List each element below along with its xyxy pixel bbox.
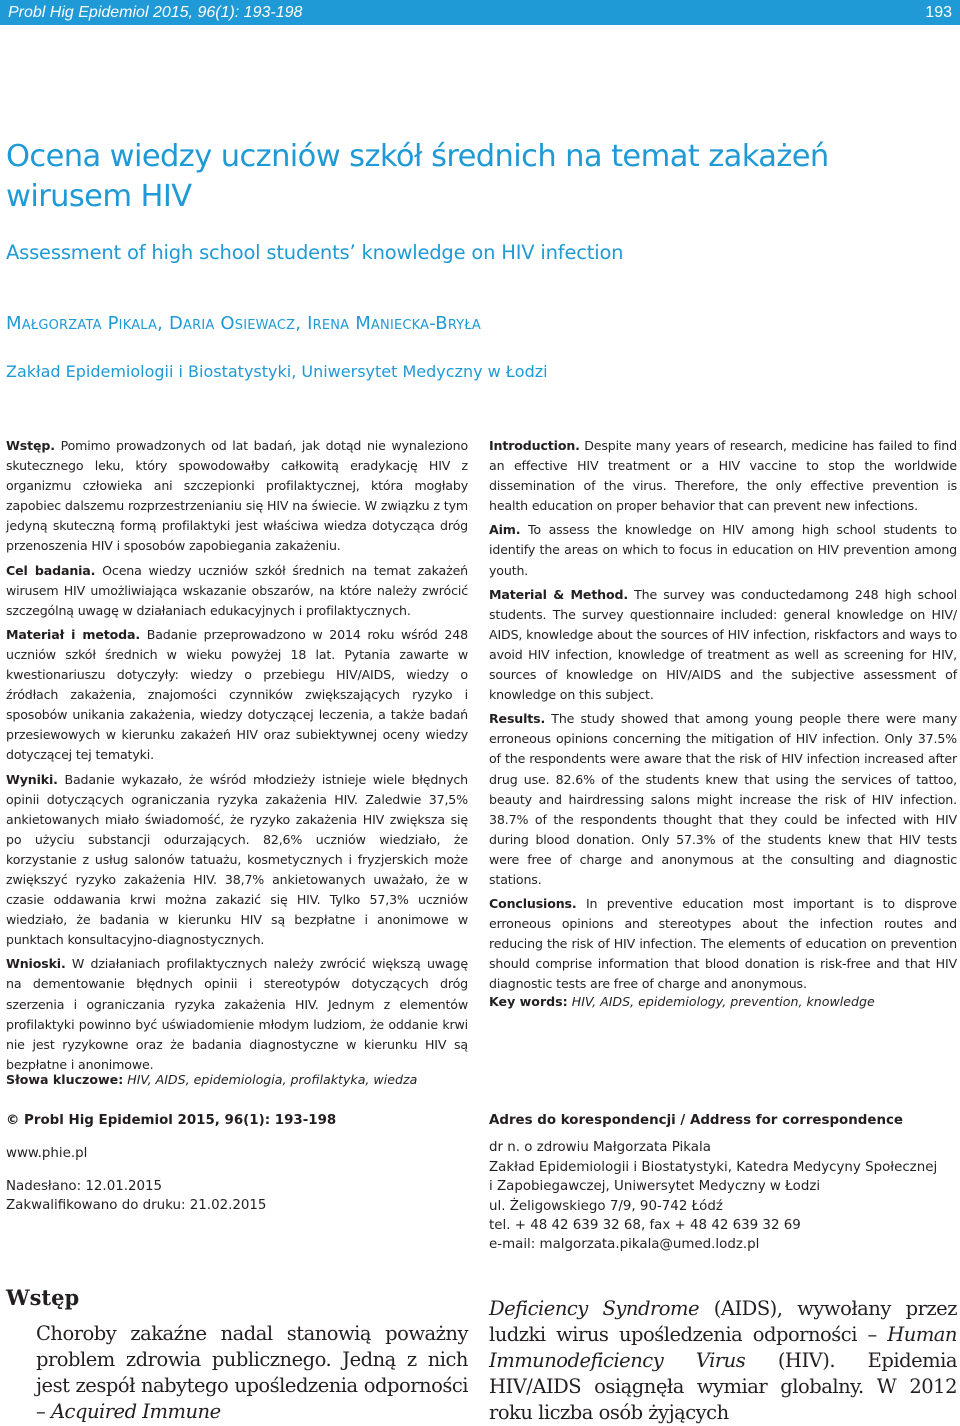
body-text: (HIV). Epidemia HIV/AIDS osiągnęła wymiar globalny. W 2012 roku liczba osób żyjących bbox=[489, 1349, 957, 1424]
page-number: 193 bbox=[925, 4, 952, 21]
correspondence-block bbox=[489, 1111, 957, 1255]
abstract-label: Materiał i metoda. bbox=[6, 626, 141, 642]
abstract-label: Wstęp. bbox=[6, 438, 55, 453]
abstract-en bbox=[489, 436, 957, 999]
body-text: Choroby zakaźne nadal stanowią poważny problem zdrowia publicznego. Jedną z nich jest zespół nabytego upośledzenia odporności – bbox=[36, 1322, 468, 1423]
abstract-en-aim bbox=[489, 520, 957, 580]
journal-header-bar bbox=[0, 0, 960, 25]
abstract-pl-aim bbox=[6, 561, 468, 621]
article-title-pl bbox=[6, 137, 946, 217]
abstract-text: Despite many years of research, medicine has failed to find an effective HIV treatment or a HIV vaccine to stop the worldwide dissemination of the virus. Therefore, the only effective prevention is health education on proper behavior that can prevent new infections. bbox=[489, 438, 957, 514]
keywords-en bbox=[489, 992, 957, 1012]
title-line-1: Ocena wiedzy uczniów szkół średnich na temat zakażeń bbox=[6, 139, 829, 174]
correspondence-line: ul. Żeligowskiego 7/9, 90-742 Łódź bbox=[489, 1198, 723, 1214]
abstract-label: Cel badania. bbox=[6, 562, 96, 578]
correspondence-line: Zakład Epidemiologii i Biostatystyki, Katedra Medycyny Społecznej bbox=[489, 1159, 938, 1175]
correspondence-line: i Zapobiegawczej, Uniwersytet Medyczny w Łodzi bbox=[489, 1179, 821, 1195]
body-right-column bbox=[489, 1296, 957, 1426]
correspondence-line: tel. + 48 42 639 32 68, fax + 48 42 639 32 69 bbox=[489, 1218, 801, 1234]
citation-block bbox=[6, 1111, 468, 1215]
citation-line: © Probl Hig Epidemiol 2015, 96(1): 193-198 bbox=[6, 1113, 337, 1128]
abstract-pl bbox=[6, 436, 468, 1079]
body-text-italic: Deficiency Syndrome bbox=[489, 1297, 700, 1320]
abstract-label: Introduction. bbox=[489, 438, 580, 453]
abstract-pl-method bbox=[6, 625, 468, 766]
body-text-italic: Acquired Immune bbox=[50, 1400, 221, 1423]
keywords-label: Key words: bbox=[489, 994, 568, 1009]
abstract-en-method bbox=[489, 585, 957, 706]
abstract-label: Conclusions. bbox=[489, 896, 577, 912]
abstract-en-intro bbox=[489, 436, 957, 516]
abstract-en-conclusions bbox=[489, 894, 957, 994]
body-paragraph bbox=[489, 1296, 957, 1426]
abstract-en-results bbox=[489, 709, 957, 890]
abstract-text: The survey was conductedamong 248 high school students. The survey questionnaire included: general knowledge on HIV/ AIDS, knowledge about the sources of HIV infection, riskfactors and ways to avoid HIV infection, knowledge of treatment as well as screening for HIV, sources of knowledge on HIV/AIDS and the subjective assessment of knowledge on this subject. bbox=[489, 586, 958, 703]
journal-url-link[interactable]: www.phie.pl bbox=[6, 1146, 88, 1161]
keywords-pl bbox=[6, 1070, 468, 1090]
correspondence-line: dr n. o zdrowiu Małgorzata Pikala bbox=[489, 1140, 711, 1156]
body-text: (AIDS), wywołany przez ludzki wirus upośledzenia odporności – bbox=[489, 1297, 957, 1346]
received-date: Nadesłano: 12.01.2015 bbox=[6, 1179, 163, 1194]
abstract-text: Pomimo prowadzonych od lat badań, jak dotąd nie wynaleziono skutecznego leku, który spowodowałby całkowitą eradykację HIV z organizmu człowieka ani szczepionki profilaktycznej, która mogłaby zapobiec dalszemu rozprzestrzenianiu się HIV na świecie. W związku z tym jedyną skuteczną formą profilaktyki jest właściwa wiedza dotycząca dróg przenoszenia HIV i sposobów zapobiegania zakażeniu. bbox=[6, 438, 468, 554]
abstract-label: Aim. bbox=[489, 522, 521, 538]
abstract-text: W działaniach profilaktycznych należy zwrócić większą uwagę na dementowanie błędnych opinii i stereotypów dotyczących dróg szerzenia i ograniczania ryzyka zakażenia HIV. Jednym z elementów profilaktyki powinno być uświadomienie młodym ludziom, że oddanie krwi nie jest ryzykowne oraz że badania diagnostyczne w kierunku HIV są bezpłatne i anonimowe. bbox=[6, 956, 468, 1072]
keywords-value: HIV, AIDS, epidemiologia, profilaktyka, wiedza bbox=[123, 1072, 418, 1087]
article-title-en: Assessment of high school students’ knowledge on HIV infection bbox=[6, 241, 624, 264]
abstract-pl-results bbox=[6, 770, 468, 951]
body-paragraph bbox=[6, 1321, 468, 1425]
keywords-value: HIV, AIDS, epidemiology, prevention, knowledge bbox=[567, 994, 875, 1009]
abstract-label: Wyniki. bbox=[6, 771, 58, 787]
abstract-text: To assess the knowledge on HIV among high school students to identify the areas on which to focus in education on HIV prevention among youth. bbox=[489, 522, 957, 578]
authors: Małgorzata Pikala, Daria Osiewacz, Irena Maniecka-Bryła bbox=[6, 313, 481, 334]
abstract-label: Results. bbox=[489, 711, 546, 727]
journal-citation: Probl Hig Epidemiol 2015, 96(1): 193-198 bbox=[8, 4, 303, 21]
correspondence-heading: Adres do korespondencji / Address for correspondence bbox=[489, 1113, 904, 1128]
keywords-label: Słowa kluczowe: bbox=[6, 1072, 124, 1087]
abstract-label: Wnioski. bbox=[6, 956, 66, 972]
body-left-column bbox=[6, 1283, 468, 1425]
abstract-text: Badanie przeprowadzono w 2014 roku wśród 248 uczniów szkół średnich w wieku powyżej 18 lat. Pytania zawarte w kwestionariuszu dotyczyły: wiedzy o przebiegu HIV/AIDS, wiedzy o źródłach zakażenia, znajomości czynników zwiększających ryzyko i sposobów unikania zakażenia, wiedzy dotyczącej leczenia, a także badań przesiewowych w kierunku zakażeń HIV oraz subiektywnej oceny wiedzy dotyczącej tej tematyki. bbox=[6, 626, 469, 763]
abstract-text: Ocena wiedzy uczniów szkół średnich na temat zakażeń wirusem HIV umożliwiająca wskazanie obszarów, na które należy zwrócić szczególną uwagę w działaniach edukacyjnych i profilaktycznych. bbox=[6, 562, 469, 618]
accepted-date: Zakwalifikowano do druku: 21.02.2015 bbox=[6, 1198, 267, 1213]
abstract-text: The study showed that among young people there were many erroneous opinions concerning the mitigation of HIV infection. Only 37.5% of the respondents were aware that the risk of HIV infection increased after drug use. 82.6% of the students knew that using the services of tattoo, beauty and hairdressing salons might increase the risk of HIV infection. 38.7% of the respondents thought that they could be infected with HIV during blood donation. Only 57.3% of the students knew that HIV tests were free of charge and anonymous at the consulting and diagnostic stations. bbox=[489, 711, 957, 887]
body-text-italic: Human Immunodeficiency Virus bbox=[489, 1323, 957, 1372]
abstract-pl-conclusions bbox=[6, 954, 468, 1075]
section-heading: Wstęp bbox=[6, 1285, 80, 1310]
affiliation: Zakład Epidemiologii i Biostatystyki, Uniwersytet Medyczny w Łodzi bbox=[6, 362, 548, 381]
title-line-2: wirusem HIV bbox=[6, 179, 192, 214]
abstract-text: In preventive education most important is to disprove erroneous opinions and stereotypes about the infection routes and reducing the risk of HIV infection. The elements of education on prevention should comprise information that blood donation is risk-free and that HIV diagnostic tests are free of charge and anonymous. bbox=[489, 896, 957, 992]
abstract-text: Badanie wykazało, że wśród młodzieży istnieje wiele błędnych opinii dotyczących ograniczania ryzyka zakażenia HIV. Zaledwie 37,5% ankietowanych miało świadomość, że ryzyko zakażenia HIV zwiększa się po użyciu substancji odurzających. 82,6% uczniów wiedziało, że korzystanie z usług salonów tatuażu, kosmetycznych i fryzjerskich może zwiększyć ryzyko zakażenia HIV. 38,7% ankietowanych uważało, że w czasie oddawania krwi można zakazić się HIV. Tylko 57,3% uczniów wiedziało, że badania w kierunku HIV są bezpłatne i anonimowe w punktach konsultacyjno-diagnostycznych. bbox=[6, 771, 468, 948]
correspondence-email-link[interactable]: e-mail: malgorzata.pikala@umed.lodz.pl bbox=[489, 1237, 760, 1253]
abstract-label: Material & Method. bbox=[489, 586, 629, 602]
abstract-pl-intro bbox=[6, 436, 468, 557]
